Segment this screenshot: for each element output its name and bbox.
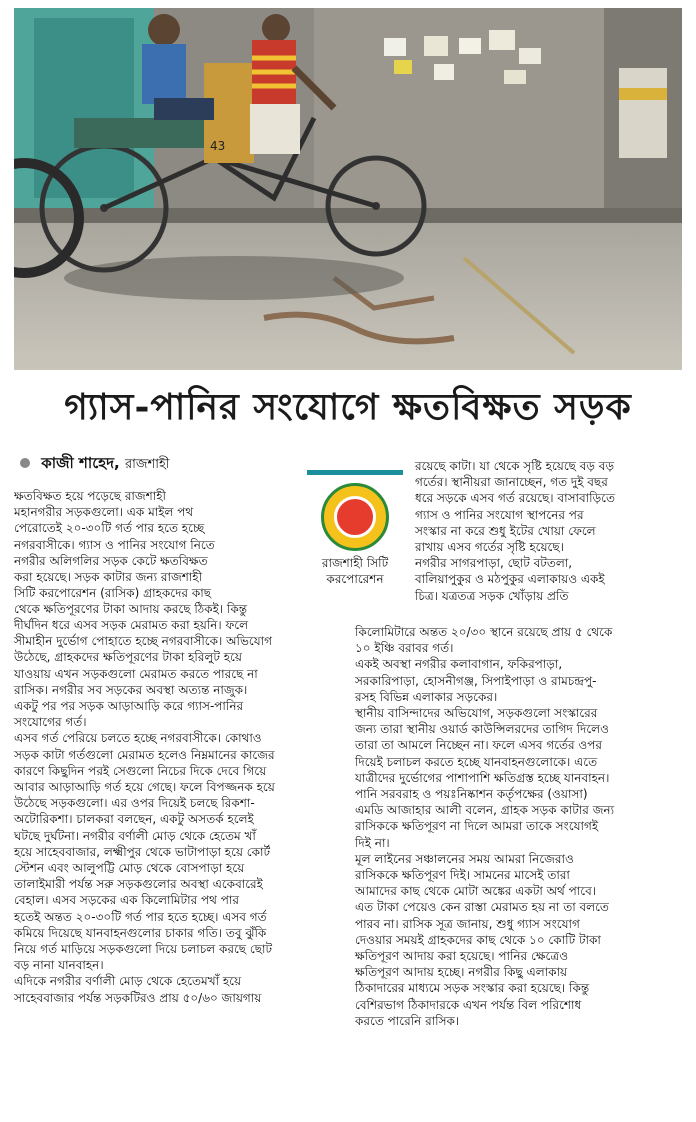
text-line: রাখায় এসব গর্তের সৃষ্টি হয়েছে। xyxy=(415,540,564,555)
text-line: রাসিক। নগরীর সব সড়কের অবস্থা অত্যন্ত নাজুক। xyxy=(14,682,248,697)
text-line: ঠিকাদারের মাধ্যমে সড়ক সংস্কার করা হয়েছে। কিন্তু xyxy=(355,981,590,996)
text-line: বালিয়াপুকুর ও মঠপুকুর এলাকায়ও একই xyxy=(415,572,605,587)
city-emblem-icon xyxy=(321,483,389,551)
text-line: মূল লাইনের সঞ্চালনের সময় আমরা নিজেরাও xyxy=(355,851,574,866)
text-line: ধরে সড়কে এসব গর্ত রয়েছে। বাসাবাড়িতে xyxy=(415,491,615,506)
text-line: রয়েছে কাটা। যা থেকে সৃষ্টি হয়েছে বড় বড় xyxy=(415,459,615,473)
text-line: ক্ষতিপূরণ আদায় করা হয়েছে। পানির ক্ষেত্রেও xyxy=(355,949,569,964)
text-line: নগরীর অলিগলির সড়ক কেটে ক্ষতবিক্ষত xyxy=(14,553,208,568)
text-line: সংস্কার না করে শুধু ইটের খোয়া ফেলে xyxy=(415,523,596,538)
text-line: যাওয়ায় এখন সড়কগুলো মেরামত করতে পারছে না xyxy=(14,666,258,681)
text-line: অটোরিকশা। চালকরা বলছেন, একটু অসতর্ক হলেই xyxy=(14,812,254,827)
text-line: সিটি করপোরেশন (রাসিক) গ্রাহকদের কাছ xyxy=(14,586,211,601)
article-column-1 xyxy=(14,488,304,618)
text-line: ঘটছে দুর্ঘটনা। নগরীর বর্ণালী মোড় থেকে হেতেম খাঁ xyxy=(14,828,256,843)
text-line: দিই না। xyxy=(355,835,390,850)
text-line: নগরীর সাগরপাড়া, ছোট বটতলা, xyxy=(415,556,573,571)
text-line: হয়ে সাহেববাজার, লক্ষ্মীপুর থেকে ভাটাপাড়া হয়ে কোর্ট xyxy=(14,844,271,859)
text-line: ১০ ইঞ্চি বরাবর গর্ত। xyxy=(355,641,454,656)
city-corporation-logo xyxy=(307,470,403,600)
text-line: মহানগরীর সড়কগুলো। এক মাইল পথ xyxy=(14,505,194,520)
text-line: রসহ বিভিন্ন এলাকার সড়কের। xyxy=(355,689,498,704)
text-line: স্টেশন এবং আলুপট্টি মোড় থেকে বোসপাড়া হয়ে xyxy=(14,861,245,876)
text-line: এমডি আজাহার আলী বলেন, গ্রাহক সড়ক কাটার জন্য xyxy=(355,803,615,818)
text-line: আমাদের কাছ থেকে মোটা অঙ্কের একটা অর্থ পাবে। xyxy=(355,884,597,899)
article-column-2 xyxy=(14,617,346,1006)
text-line: দীর্ঘদিন ধরে এসব সড়ক মেরামত করা হয়নি। ফলে xyxy=(14,618,249,632)
text-line: এদিকে নগরীর বর্ণালী মোড় থেকে হেতেমখাঁ হয়ে xyxy=(14,974,242,989)
text-line: এসব গর্ত পেরিয়ে চলতে হচ্ছে নগরবাসীকে। কোথাও xyxy=(14,731,262,746)
text-line: ক্ষতবিক্ষত হয়ে পড়েছে রাজশাহী xyxy=(14,489,166,503)
text-line: পানি সরবরাহ ও পয়ঃনিষ্কাশন কর্তৃপক্ষের (ওয়াসা) xyxy=(355,787,588,802)
text-line: জন্য তারা স্থানীয় ওয়ার্ড কাউন্সিলরদের তাগিদ দিলেও xyxy=(355,722,609,737)
text-line: রাসিককে ক্ষতিপূরণ দিই। সামনের মাসেই তারা xyxy=(355,868,570,883)
text-line: আবার আড়াআড়ি গর্ত হয়ে গেছে। ফলে বিপজ্জনক হয়ে xyxy=(14,780,275,795)
text-line: বেশিরভাগ ঠিকাদারকে এখন পর্যন্ত বিল পরিশোধ xyxy=(355,997,582,1012)
text-line: সরকারিপাড়া, হোসনীগঞ্জ, সিপাইপাড়া ও রামচন্দ্রপু- xyxy=(355,673,597,688)
text-line: দিয়েই চলাচল করতে হচ্ছে যানবাহনগুলোকে। এতে xyxy=(355,754,598,769)
text-line: চিত্র। যত্রতত্র সড়ক খোঁড়ায় প্রতি xyxy=(415,588,569,603)
text-line: উঠেছে, গ্রাহকদের ক্ষতিপূরণের টাকা হরিলুট হয়ে xyxy=(14,650,242,665)
text-line: রাসিককে ক্ষতিপূরণ না দিলে আমরা তাকে সংযোগই xyxy=(355,819,599,834)
text-line: কিলোমিটারে অন্তত ২০/৩০ স্থানে রয়েছে প্রায় ৫ থেকে xyxy=(355,625,613,639)
text-line: যাত্রীদের দুর্ভোগের পাশাপাশি ক্ষতিগ্রস্ত হচ্ছে যানবাহন। xyxy=(355,770,610,785)
text-line: নগরবাসীকে। গ্যাস ও পানির সংযোগ নিতে xyxy=(14,537,215,552)
text-line: গর্তের। স্থানীয়রা জানাচ্ছেন, গত দুই বছর xyxy=(415,475,608,490)
text-line: গ্যাস ও পানির সংযোগ স্থাপনের পর xyxy=(415,507,584,522)
bullet-icon xyxy=(20,458,30,468)
text-line: করা হয়েছে। সড়ক কাটার জন্য রাজশাহী xyxy=(14,570,203,585)
article-column-3 xyxy=(415,458,685,604)
photo-illustration xyxy=(14,8,682,370)
article-column-4 xyxy=(355,624,685,1029)
text-line: পেরোতেই ২০-৩০টি গর্ত পার হতে হচ্ছে xyxy=(14,521,205,536)
text-line: উঠেছে সড়কগুলো। এর ওপর দিয়েই চলছে রিকশা- xyxy=(14,796,255,811)
text-line: সড়ক কাটা গর্তগুলো মেরামত হলেও নিম্নমানের কাজের xyxy=(14,747,275,762)
text-line: করতে পারেনি রাসিক। xyxy=(355,1013,460,1028)
text-line: এত টাকা পেয়েও কেন রাস্তা মেরামত হয় না তা বলতে xyxy=(355,900,609,915)
text-line: পারব না। রাসিক সূত্র জানায়, শুধু গ্যাস সংযোগ xyxy=(355,916,580,931)
logo-caption-line2: করপোরেশন xyxy=(326,572,384,586)
news-photo xyxy=(14,8,682,370)
text-line: একই অবস্থা নগরীর কলাবাগান, ফকিরপাড়া, xyxy=(355,657,563,672)
text-line: একটু পর পর সড়ক আড়াআড়ি করে গ্যাস-পানির xyxy=(14,699,244,714)
logo-caption xyxy=(307,555,403,587)
logo-top-bar xyxy=(307,470,403,475)
byline-place: রাজশাহী xyxy=(124,457,170,472)
text-line: সীমাহীন দুর্ভোগ পোহাতে হচ্ছে নগরবাসীকে। অভিযোগ xyxy=(14,634,272,649)
logo-caption-line1: রাজশাহী সিটি xyxy=(321,556,389,570)
text-line: বড় নানা যানবাহন। xyxy=(14,958,104,973)
byline-author: কাজী শাহেদ, xyxy=(41,454,120,472)
text-line: সংযোগের গর্ত। xyxy=(14,715,87,730)
text-line: তালাইমারী পর্যন্ত সরু সড়কগুলোর অবস্থা একেবারেই xyxy=(14,877,263,892)
headline: গ্যাস-পানির সংযোগে ক্ষতবিক্ষত সড়ক xyxy=(64,386,632,428)
text-line: দেওয়ার সময়ই গ্রাহকদের কাছ থেকে ১০ কোটি টাকা xyxy=(355,932,601,947)
text-line: হতেই অন্তত ২০-৩০টি গর্ত পার হতে হচ্ছে। এসব গর্ত xyxy=(14,909,267,924)
byline xyxy=(20,452,170,477)
text-line: বেহাল। এসব সড়কের এক কিলোমিটার পথ পার xyxy=(14,893,239,908)
box-label: 43 xyxy=(210,139,226,153)
text-line: ক্ষতিপূরণ আদায় হচ্ছে। নগরীর কিছু এলাকায় xyxy=(355,965,568,980)
text-line: কমিয়ে দিয়েছে যানবাহনগুলোর চাকার গতি। তবু ঝুঁকি xyxy=(14,925,267,940)
text-line: নিয়ে গর্ত মাড়িয়ে সড়কগুলো দিয়ে চলাচল করছে ছোট xyxy=(14,942,273,957)
text-line: সাহেববাজার পর্যন্ত সড়কটিরও প্রায় ৫০/৬০ জায়গায় xyxy=(14,990,262,1005)
text-line: কারণে কিছুদিন পরই সেগুলো নিচের দিকে দেবে গিয়ে xyxy=(14,763,267,778)
text-line: তারা তা আমলে নিচ্ছেন না। ফলে এসব গর্তের ওপর xyxy=(355,738,603,753)
text-line: স্থানীয় বাসিন্দাদের অভিযোগ, সড়কগুলো সংস্কারের xyxy=(355,706,598,721)
emblem-center xyxy=(334,496,376,538)
text-line: থেকে ক্ষতিপূরণের টাকা আদায় করছে ঠিকই। কিন্তু xyxy=(14,602,248,617)
